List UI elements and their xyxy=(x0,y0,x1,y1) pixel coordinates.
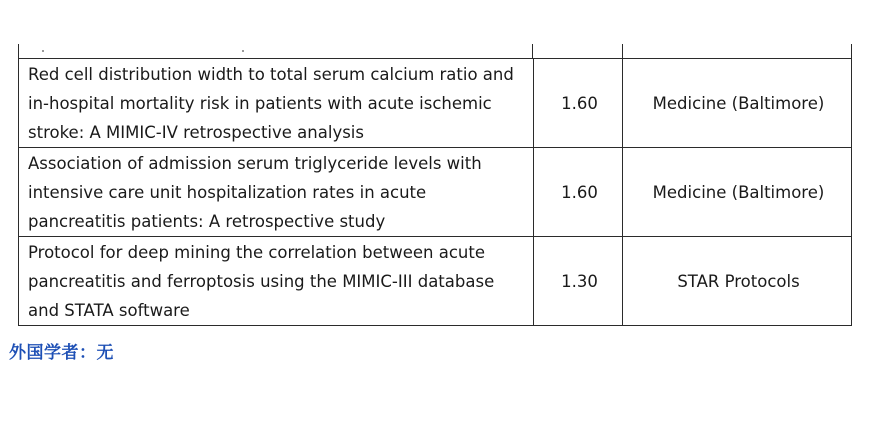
table-border-stub xyxy=(18,44,19,58)
journal-cell: Medicine (Baltimore) xyxy=(623,148,852,237)
paper-title-cell: Association of admission serum triglyceride levels with intensive care unit hospitalization rates in acute pancreatitis patients: A retrospective study xyxy=(19,148,534,237)
journal-cell: Medicine (Baltimore) xyxy=(623,59,852,148)
table-row xyxy=(19,148,852,237)
foreign-scholars-note: 外国学者：无 xyxy=(9,343,114,363)
cropped-text-fragment xyxy=(42,50,44,52)
table-top-fragment xyxy=(18,44,852,58)
paper-title-cell: Red cell distribution width to total serum calcium ratio and in-hospital mortality risk in patients with acute ischemic stroke: A MIMIC-IV retrospective analysis xyxy=(19,59,534,148)
impact-factor-cell: 1.60 xyxy=(534,148,623,237)
table-row xyxy=(19,237,852,326)
impact-factor-cell: 1.60 xyxy=(534,59,623,148)
table-row xyxy=(19,59,852,148)
table-border-stub xyxy=(851,44,852,58)
impact-factor-cell: 1.30 xyxy=(534,237,623,326)
publications-table xyxy=(18,58,852,326)
paper-title-cell: Protocol for deep mining the correlation between acute pancreatitis and ferroptosis using the MIMIC-III database and STATA software xyxy=(19,237,534,326)
cropped-text-fragment xyxy=(242,50,244,52)
journal-cell: STAR Protocols xyxy=(623,237,852,326)
table-border-stub xyxy=(532,44,533,58)
table-border-stub xyxy=(622,44,623,58)
